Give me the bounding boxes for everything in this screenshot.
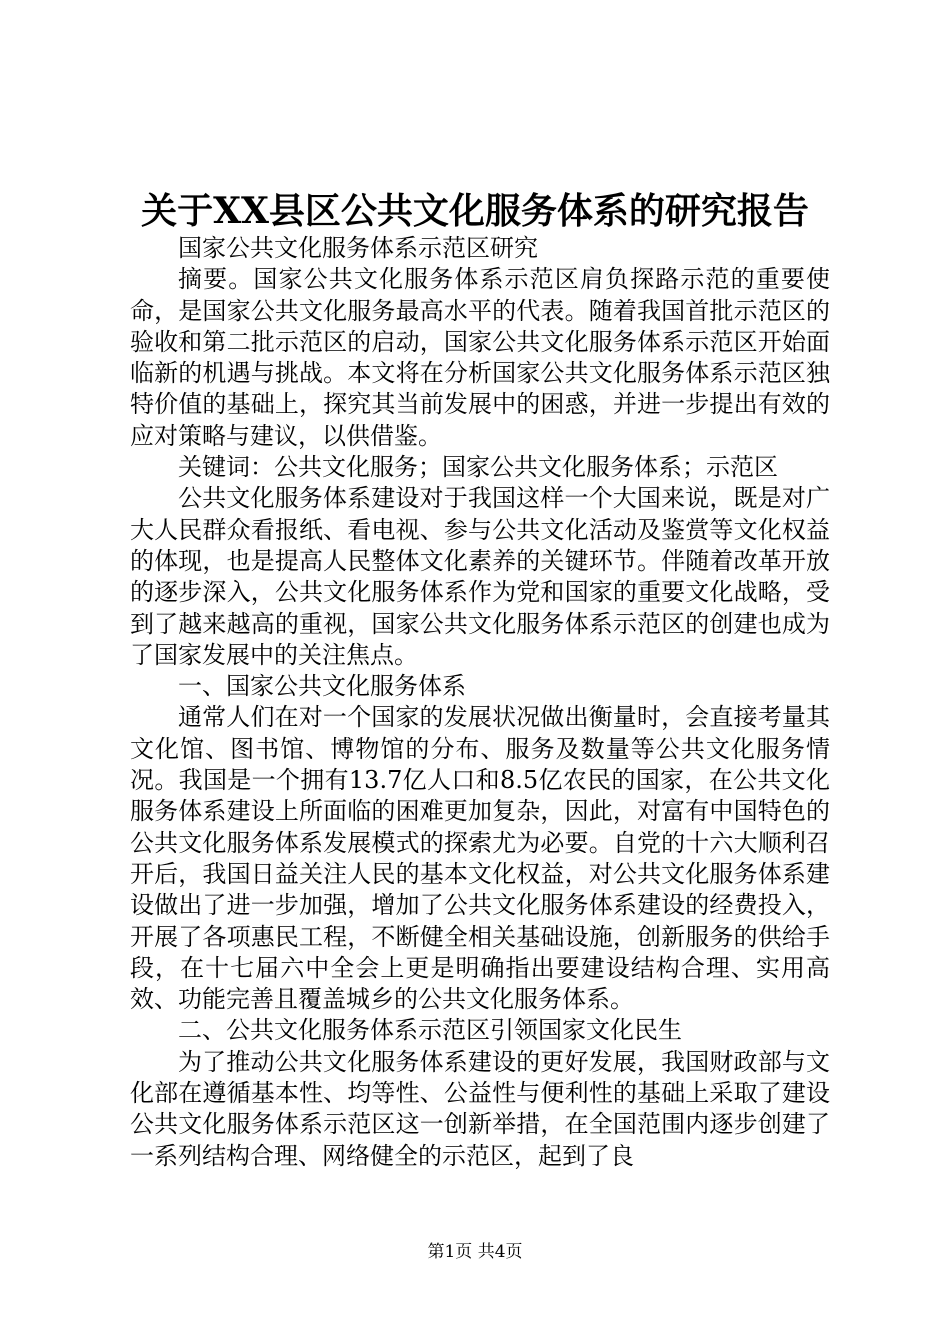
section-heading-1: 一、国家公共文化服务体系 xyxy=(178,672,466,701)
subtitle-paragraph: 国家公共文化服务体系示范区研究 xyxy=(178,234,538,262)
document-body xyxy=(130,233,830,1172)
section-1-paragraph: 通常人们在对一个国家的发展状况做出衡量时，会直接考量其文化馆、图书馆、博物馆的分布、服务及数量等公共文化服务情况。我国是一个拥有13.7亿人口和8.5亿农民的国家，在公共文化服务体系建设上所面临的困难更加复杂，因此，对富有中国特色的公共文化服务体系发展模式的探索尤为必要。自党的十六大顺利召开后，我国日益关注人民的基本文化权益，对公共文化服务体系建设做出了进一步加强，增加了公共文化服务体系建设的经费投入，开展了各项惠民工程，不断健全相关基础设施，创新服务的供给手段，在十七届六中全会上更是明确指出要建设结构合理、实用高效、功能完善且覆盖城乡的公共文化服务体系。 xyxy=(130,703,830,1014)
abstract-paragraph: 摘要。国家公共文化服务体系示范区肩负探路示范的重要使命，是国家公共文化服务最高水平的代表。随着我国首批示范区的验收和第二批示范区的启动，国家公共文化服务体系示范区开始面临新的机遇与挑战。本文将在分析国家公共文化服务体系示范区独特价值的基础上，探究其当前发展中的困惑，并进一步提出有效的应对策略与建议，以供借鉴。 xyxy=(130,265,830,450)
section-heading-2: 二、公共文化服务体系示范区引领国家文化民生 xyxy=(178,1016,682,1045)
intro-paragraph: 公共文化服务体系建设对于我国这样一个大国来说，既是对广大人民群众看报纸、看电视、参与公共文化活动及鉴赏等文化权益的体现，也是提高人民整体文化素养的关键环节。伴随着改革开放的逐步深入，公共文化服务体系作为党和国家的重要文化战略，受到了越来越高的重视，国家公共文化服务体系示范区的创建也成为了国家发展中的关注焦点。 xyxy=(130,484,830,669)
keywords-paragraph: 关键词：公共文化服务；国家公共文化服务体系；示范区 xyxy=(178,453,778,482)
document-title: 关于XX县区公共文化服务体系的研究报告 xyxy=(141,190,809,232)
section-2-paragraph: 为了推动公共文化服务体系建设的更好发展，我国财政部与文化部在遵循基本性、均等性、公益性与便利性的基础上采取了建设公共文化服务体系示范区这一创新举措，在全国范围内逐步创建了一系列结构合理、网络健全的示范区，起到了良 xyxy=(130,1047,830,1170)
page-footer: 第1页 共4页 xyxy=(427,1242,523,1262)
